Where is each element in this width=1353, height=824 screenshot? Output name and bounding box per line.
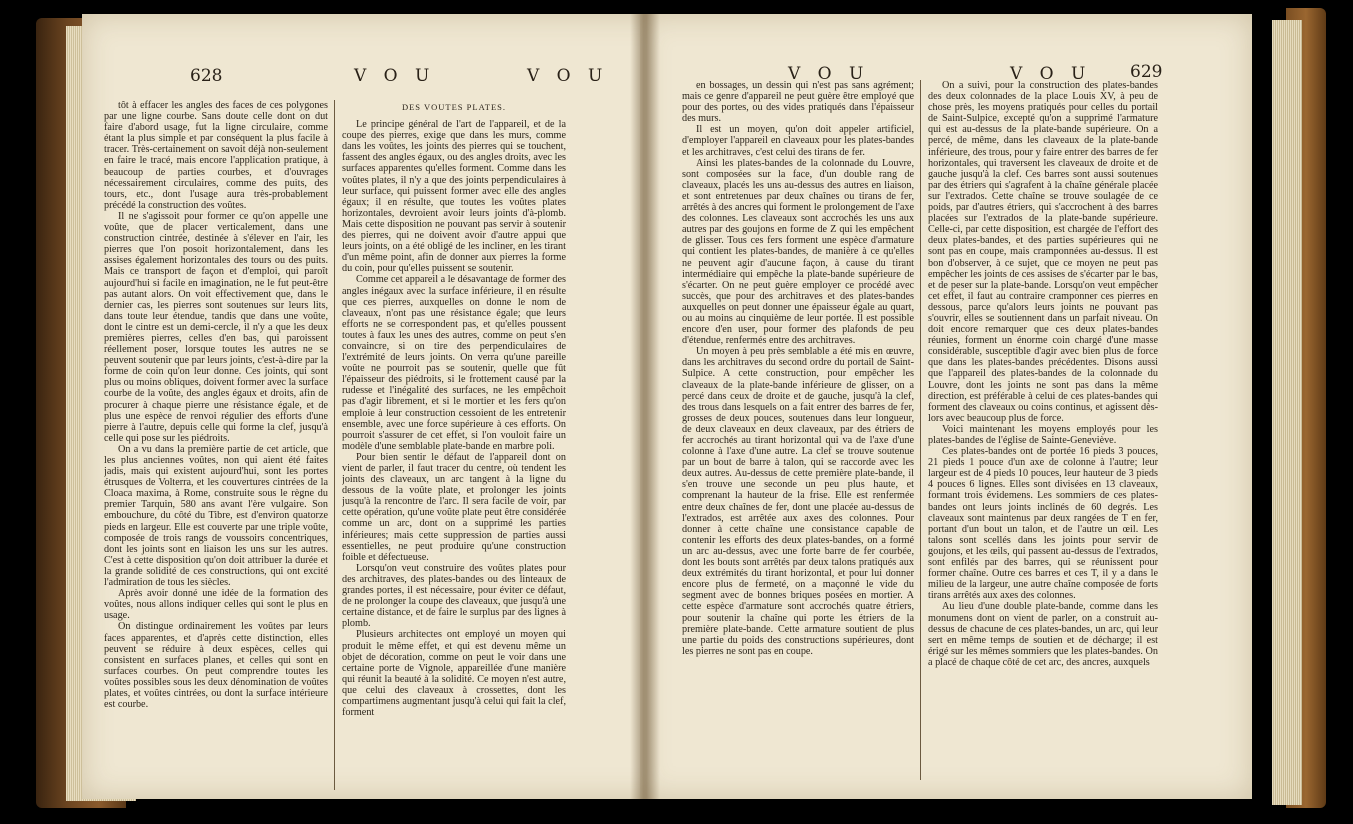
- right-column-2: [928, 80, 1158, 780]
- book-gutter: [630, 14, 660, 799]
- page-edges-right: [1272, 20, 1302, 805]
- paragraph: tôt à effacer les angles des faces de ces polygones par une ligne courbe. Sans doute celle dont on dut faire d'abord usage, fut la ligne circulaire, comme étant la plus simple et par conséquent la plus facile à tracer. Très-certainement on savoit déjà non-seulement en faire le tracé, mais encore l'application pratique, à beaucoup de parties courbes, et d'ouvrages nécessairement circulaires, comme des puits, des tours, etc., dont l'usage aura très-probablement précédé la construction des voûtes.: [104, 100, 328, 211]
- paragraph: Il ne s'agissoit pour former ce qu'on appelle une voûte, que de placer verticalement, dans une construction cintrée, destinée à s'élever en l'air, les pierres que l'on posoit horizontalement, dans les assises également horizontales des tours ou des puits. Mais ce transport de façon et d'emploi, qui paroît aujourd'hui si facile en imagination, ne le fut peut-être pas autant alors. On voit effectivement que, dans le dernier cas, les pierres sont soutenues sur leurs lits, dans toute leur étendue, tandis que dans une voûte, dont le cintre est un demi-cercle, il n'y a que les deux premières pierres, celles d'en bas, qui paroissent réellement poser, lorsque toutes les autres ne se peuvent soutenir que par leurs joints, c'est-à-dire par la forme de coin qu'on leur donne. Ces joints, qui sont plus ou moins obliques, doivent former avec la surface courbe de la voûte, des angles égaux et droits, afin de procurer à chaque pierre une résistance égale, et de plus une espèce de renvoi régulier des efforts d'une pierre à l'autre, depuis celle qui forme la clef, jusqu'à celle qui pose sur les piédroits.: [104, 210, 328, 444]
- left-column-1: [104, 100, 328, 790]
- paragraph: Ainsi les plates-bandes de la colonnade du Louvre, sont composées sur la face, d'un double rang de claveaux, placés les uns au-dessus des autres en liaison, et sont entretenues par deux chaînes ou tirans de fer, arrêtés à des ancres qui forment le prolongement de l'axe des colonnes. Les claveaux sont accrochés les uns aux autres par des goujons en forme de Z qui les empêchent de glisser. Tous ces fers forment une espèce d'armature qui contient les plates-bandes, de manière à ce qu'elles ne peuvent agir d'aucune façon, à cause du tirant intermédiaire qui empêche la plate-bande supérieure de s'écarter. On ne peut guère employer ce procédé avec succès, que pour des architraves et des plates-bandes auxquelles on peut donner une épaisseur égale au quart, ou au moins au cinquième de leur portée. Il est possible encore d'en user, pour former des plafonds de peu d'étendue, renfermés entre des architraves.: [682, 157, 914, 347]
- column-divider: [334, 100, 335, 790]
- right-column-1: [682, 80, 914, 780]
- paragraph: en bossages, un dessin qui n'est pas sans agrément; mais ce genre d'appareil ne peut guère être employé que pour des portes, ou des vides pratiqués dans l'épaisseur des murs.: [682, 80, 914, 125]
- left-page-number: 628: [190, 66, 223, 86]
- left-running-head-left: V O U: [354, 66, 436, 86]
- right-running-head-left: V O U: [788, 64, 870, 84]
- paragraph: Voici maintenant les moyens employés pour les plates-bandes de l'église de Sainte-Geneviève.: [928, 423, 1158, 446]
- paragraph: Pour bien sentir le défaut de l'appareil dont on vient de parler, il faut tracer du centre, où tendent les joints des claveaux, un arc tangent à la ligne du dessous de la voûte plate, et prolonger les joints jusqu'à la rencontre de l'arc. Il sera facile de voir, par cette opération, qu'une voûte plate peut être considérée comme un arc, dont on a supprimé les parties inférieures; mais cette suppression de parties aussi essentielles, ne peut produire qu'une construction foible et défectueuse.: [342, 451, 566, 563]
- paragraph: Il est un moyen, qu'on doit appeler artificiel, d'employer l'appareil en claveaux pour les plates-bandes et les architraves, c'est celui des tirans de fer.: [682, 124, 914, 158]
- paragraph: Plusieurs architectes ont employé un moyen qui produit le même effet, et qui est devenu même un objet de décoration, comme on peut le voir dans une certaine porte de Vignole, appareillée d'une manière qui réunit la beauté à la solidité. Ce moyen n'est autre, que celui des claveaux à crossettes, dont les compartimens augmentant jusqu'à celui qui fait la clef, forment: [342, 629, 566, 719]
- left-column-2: [342, 100, 566, 790]
- right-running-head-right: V O U: [1010, 64, 1092, 84]
- column-divider: [920, 80, 921, 780]
- section-subtitle: DES VOUTES PLATES.: [401, 102, 507, 112]
- paragraph: Comme cet appareil a le désavantage de former des angles inégaux avec la surface inférieure, il en résulte que ces pierres, auxquelles on donne le nom de claveaux, n'ont pas une résistance égale; que leurs efforts ne se correspondent pas, et qu'elles poussent toutes à faux les unes des autres, comme on peut s'en convaincre, si on tire des perpendiculaires de l'extrémité de leurs joints. On verra qu'une pareille voûte ne pourroit pas se soutenir, quelle que fût l'épaisseur des piédroits, si le frottement causé par la rudesse et l'inégalité des surfaces, ne les empêchoit pas d'agir librement, et si le mortier et les fers qu'on emploie à leur construction cessoient de les entretenir ensemble, avec une force supérieure à ces efforts. On pourroit s'assurer de cet effet, si l'on vouloit faire un modèle d'une semblable plate-bande en marbre poli.: [342, 274, 566, 452]
- right-page-number: 629: [1130, 62, 1163, 82]
- paragraph: Un moyen à peu près semblable a été mis en œuvre, dans les architraves du second ordre du portail de Saint-Sulpice. A cette construction, pour empêcher les claveaux de la plate-bande inférieure de glisser, on a percé dans ceux de droite et de gauche, jusqu'à la clef, des trous dans lesquels on a fait entrer des barres de fer, grosses de deux pouces, soutenues dans leur longueur, de deux claveaux en deux claveaux, par des étriers de fer accrochés au tirant horizontal qui va de l'axe d'une colonne à l'axe d'une autre. La clef se trouve soutenue par un bout de barre à talon, qui se raccorde avec les deux autres. Au-dessus de cette première plate-bande, il s'en trouve une seconde un peu plus haute, et comprenant la hauteur de la frise. Elle est renfermée entre deux chaînes de fer, dont une placée au-dessus de l'extrados, est arrêtée aux axes des colonnes. Pour donner à cette chaîne une consistance capable de contenir les efforts des deux plates-bandes, on a formé un arc au-dessus, avec une forte barre de fer courbée, dont les bouts sont arrêtés par deux talons pratiqués aux deux extrémités du tirant horizontal, et pour lui donner encore plus de fermeté, on a maçonné le vide du segment avec de bonnes briques posées en mortier. A cette espèce d'armature sont accrochés quatre étriers, pour soutenir la chaîne qui porte les étriers de la première plate-bande. Cette armature soutient de plus une partie du poids des constructions supérieures, dont les pierres ne sont pas en coupe.: [682, 346, 914, 657]
- paragraph: On a vu dans la première partie de cet article, que les plus anciennes voûtes, non qui aient été faites jadis, mais qui existent aujourd'hui, sont les portes étrusques de Volterra, et les couvertures cintrées de la Cloaca maxima, à Rome, construite sous le règne du premier Tarquin, 580 ans avant l'ère vulgaire. Son embouchure, du côté du Tibre, est d'environ quatorze pieds en largeur. Elle est couverte par une triple voûte, composée de trois rangs de voussoirs concentriques, dont les joints sont en liaison les uns sur les autres. C'est à cette disposition qu'on doit attribuer la durée et la grande solidité de ces constructions, qui ont excité l'admiration de tous les siècles.: [104, 443, 328, 589]
- left-page: [82, 14, 682, 799]
- paragraph: Au lieu d'une double plate-bande, comme dans les monumens dont on vient de parler, on a construit au-dessus de chacune de ces plates-bandes, un arc, qui leur sert en même temps de soutien et de décharge; il est érigé sur les mêmes sommiers que les plates-bandes. On a placé de chaque côté de cet arc, des ancres, auxquels: [928, 601, 1158, 668]
- left-running-head-right: V O U: [527, 66, 609, 86]
- paragraph: Après avoir donné une idée de la formation des voûtes, nous allons indiquer celles qui sont le plus en usage.: [104, 588, 328, 622]
- right-page: [640, 14, 1252, 799]
- paragraph: Ces plates-bandes ont de portée 16 pieds 3 pouces, 21 pieds 1 pouce d'un axe de colonne à l'autre; leur largeur est de 4 pieds 10 pouces, leur hauteur de 3 pieds 4 pouces 6 lignes. Elles sont divisées en 13 claveaux, formant trois évidemens. Les sommiers de ces plates-bandes ont leurs joints inclinés de 60 degrés. Les claveaux sont maintenus par deux rangées de T en fer, portant d'un bout un talon, et de l'autre un œil. Les talons sont scellés dans les joints pour servir de goujons, et les œils, qui passent au-dessus de l'extrados, sont enfilés par des barres, qui se réunissent pour former chaîne. Outre ces barres et ces T, il y a dans le milieu de la largeur, une autre chaîne composée de forts tirans arrêtés aux axes des colonnes.: [928, 446, 1158, 602]
- paragraph: Le principe général de l'art de l'appareil, et de la coupe des pierres, exige que dans les murs, comme dans les voûtes, les joints des pierres qui se touchent, fassent des angles égaux, ou des angles droits, avec les surfaces apparentes qu'elles forment. Comme dans les voûtes plates, il n'y a que des joints perpendiculaires à leur surface, qui puissent former avec elle des angles égaux; il en résulte, que toutes les voûtes plates horizontales, devroient avoir leurs joints d'à-plomb. Mais cette disposition ne pouvant pas servir à soutenir des pierres, qui ne doivent avoir d'autre appui que leurs joints, on a été obligé de les incliner, en les tirant d'un même point, afin de donner aux pierres la forme du coin, pour qu'elles puissent se soutenir.: [342, 119, 566, 275]
- paragraph: On a suivi, pour la construction des plates-bandes des deux colonnades de la place Louis XV, à peu de chose près, les moyens pratiqués pour celles du portail de Saint-Sulpice, excepté qu'on a supprimé l'armature qui est au-dessus de la plate-bande supérieure. On a percé, de même, dans les claveaux de la plate-bande inférieure, des trous, pour y faire entrer des barres de fer horizontales, qui traversent les claveaux de droite et de gauche jusqu'à la clef. Ces barres sont aussi soutenues par des étriers qui s'agrafent à la chaîne générale placée sur l'extrados. Cette chaîne se trouve soulagée de ce poids, par d'autres étriers, qui s'accrochent à des barres placées sur l'extrados de la plate-bande supérieure. Celle-ci, par cette disposition, est chargée de l'effort des deux plates-bandes, et des parties supérieures qui ne sont pas en coupe, mais cramponnées au-dessus. Il est bon d'observer, à ce sujet, que ce moyen ne peut pas empêcher les joints de ces assises de s'écarter par le bas, et de peser sur la plate-bande. Lorsqu'on veut empêcher cet effet, il faut au contraire cramponner ces pierres en dessous, parce qu'alors leurs joints ne pouvant pas s'ouvrir, elles se soutiennent dans un parfait niveau. On doit encore remarquer que ces deux plates-bandes réunies, forment un énorme coin chargé d'une masse considérable, susceptible d'agir avec bien plus de force que dans les plates-bandes précédentes. Disons aussi que l'appareil des plates-bandes de la colonnade du Louvre, dont les joints ne sont pas dans la même direction, est préférable à celui de ces plates-bandes qui forment des claveaux ou coins continus, et agissent dès-lors avec beaucoup plus de force.: [928, 80, 1158, 424]
- paragraph: On distingue ordinairement les voûtes par leurs faces apparentes, et d'après cette distinction, elles peuvent se réduire à deux espèces, celles qui consistent en surfaces planes, et celles qui sont en surfaces courbes. On peut comprendre toutes les voûtes possibles sous les deux dénomination de voûtes plates, et voûtes cintrées, ou dont la surface intérieure est courbe.: [104, 621, 328, 711]
- paragraph: Lorsqu'on veut construire des voûtes plates pour des architraves, des plates-bandes ou des linteaux de grandes portes, il est nécessaire, pour éviter ce défaut, de ne prolonger la coupe des claveaux, que jusqu'à une certaine distance, et de faire le surplus par des lignes à plomb.: [342, 562, 566, 630]
